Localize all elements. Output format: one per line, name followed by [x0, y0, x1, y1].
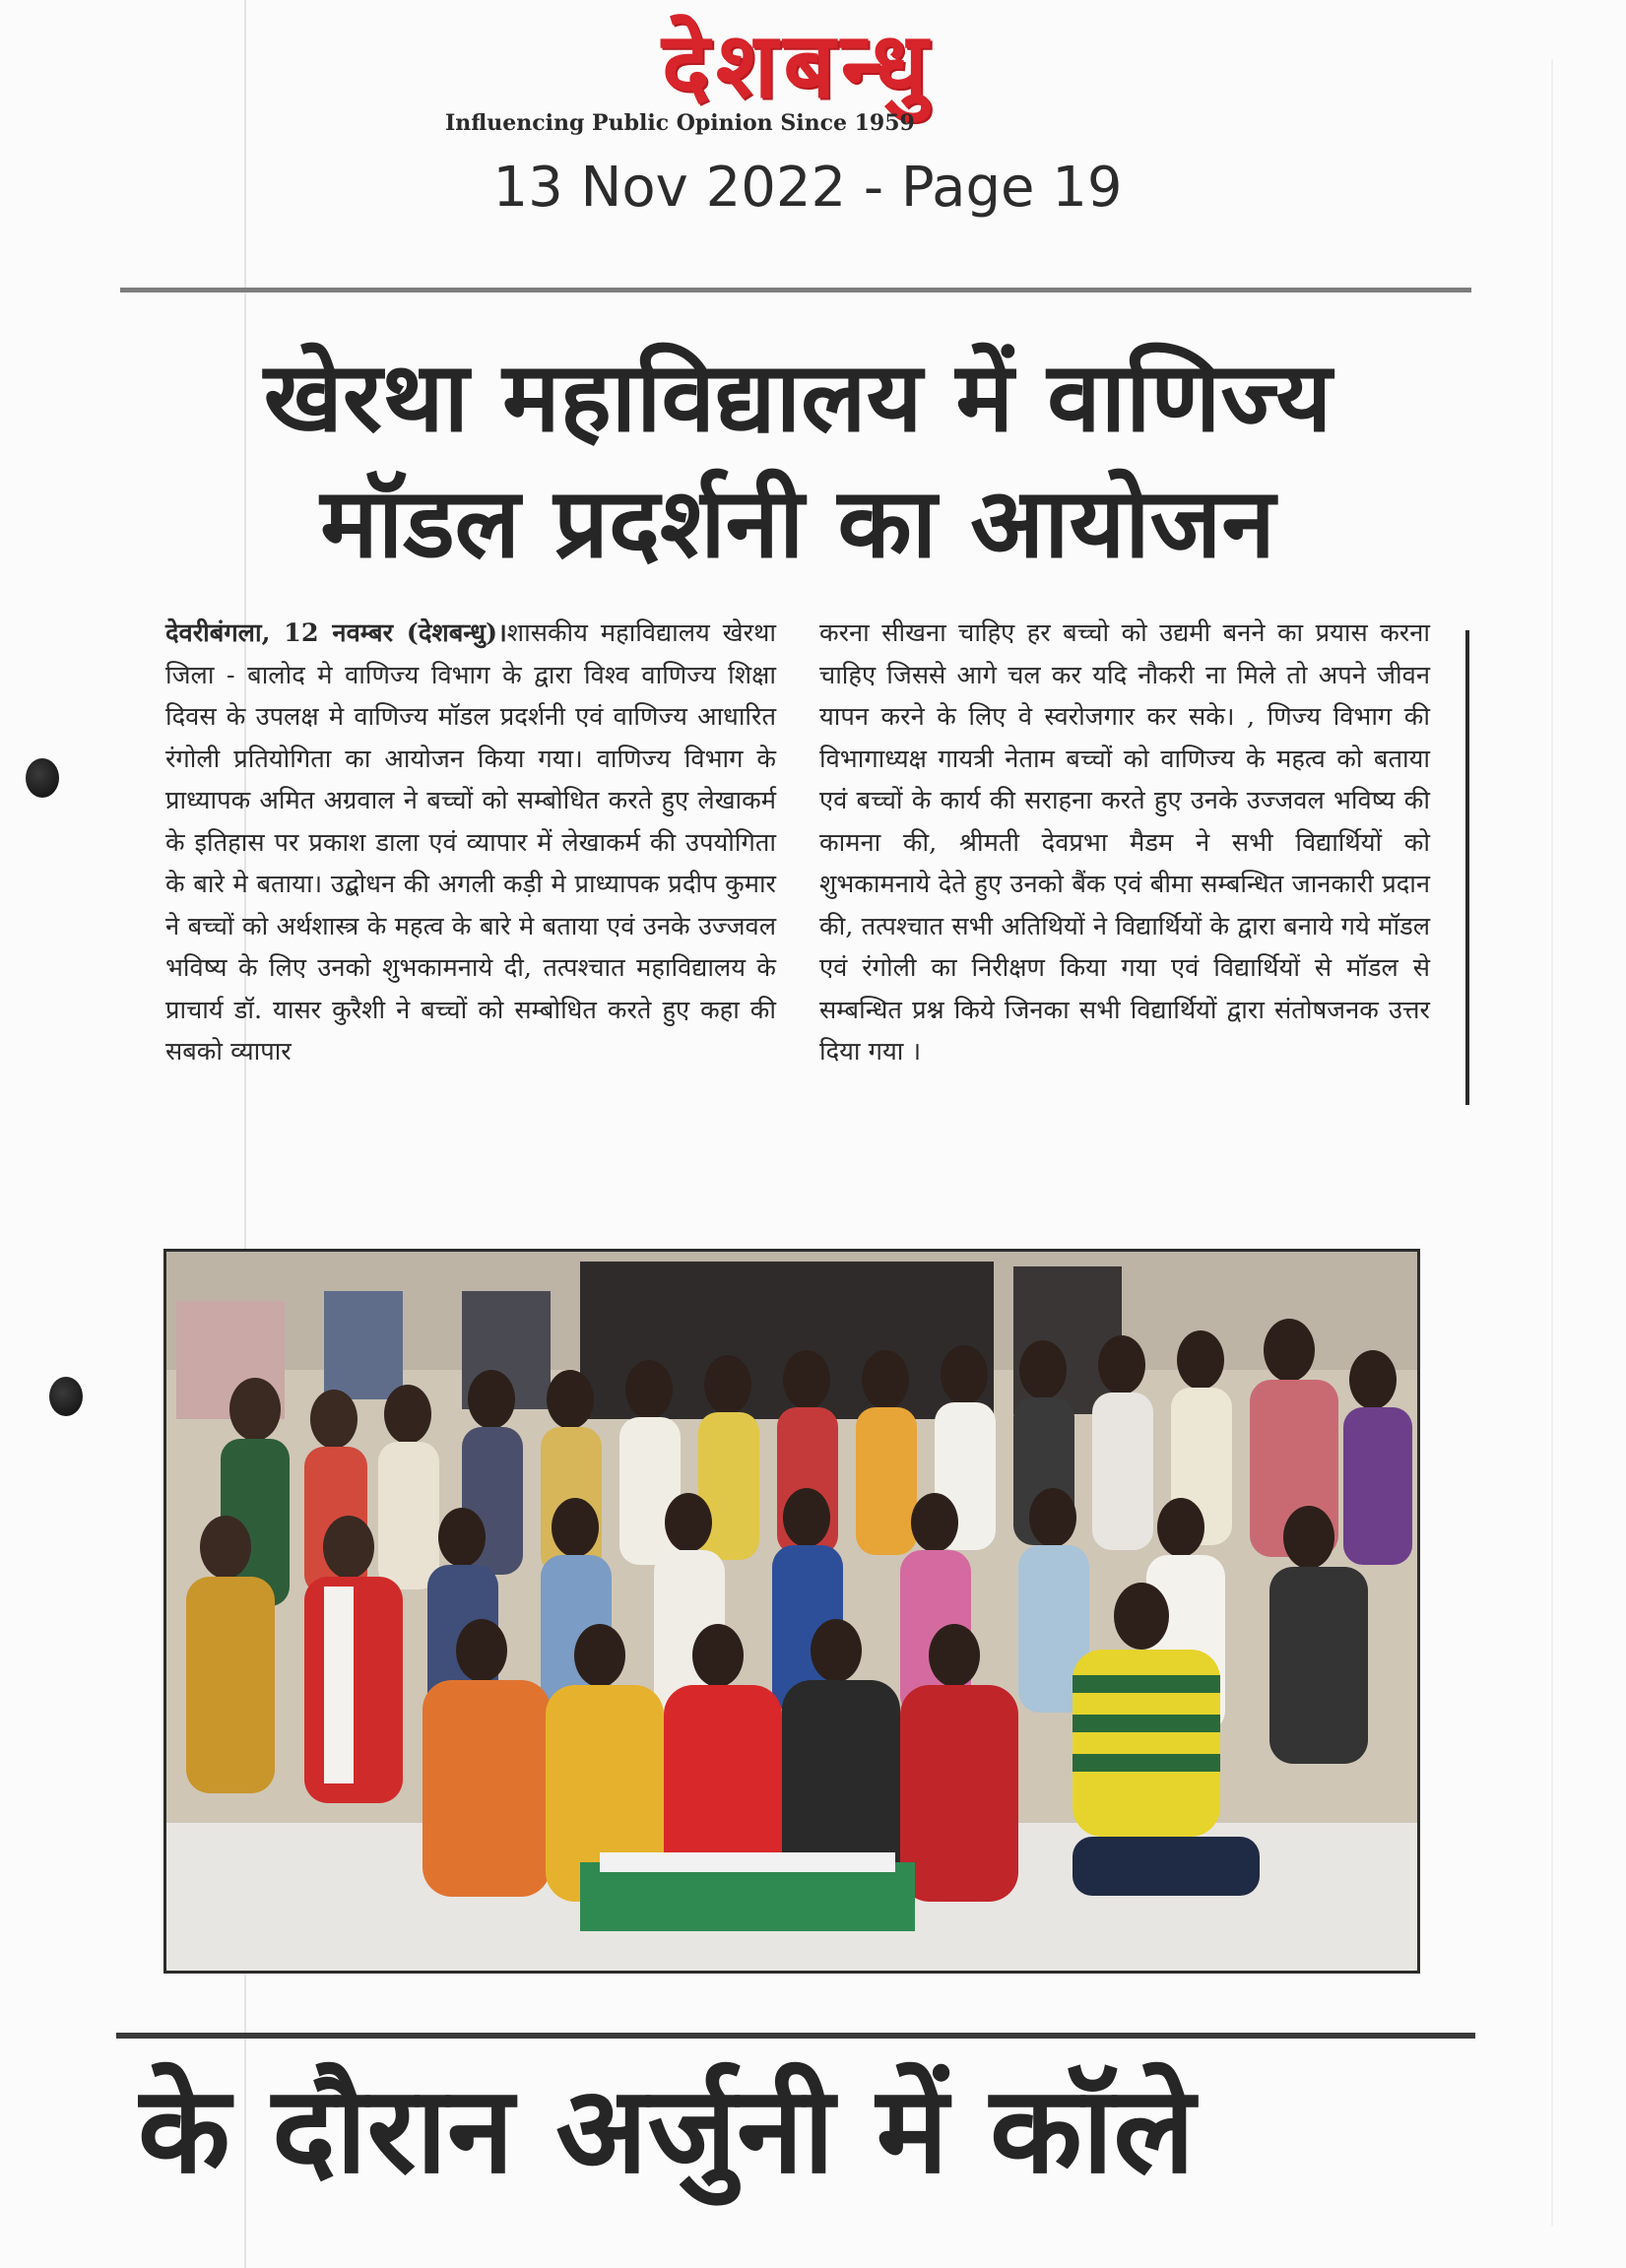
masthead-tagline: Influencing Public Opinion Since 1959 [445, 110, 915, 136]
masthead [433, 14, 1162, 116]
issue-date-page: 13 Nov 2022 - Page 19 [492, 156, 1123, 220]
article-headline [138, 335, 1458, 587]
punch-hole-bottom [49, 1377, 83, 1416]
headline-line-1: खेरथा महाविद्यालय में वाणिज्य [263, 342, 1333, 454]
article-column-right [819, 613, 1430, 1073]
article-dateline: देवरीबंगला, 12 नवम्बर (देशबन्धु)। [165, 618, 507, 648]
column-rule [1465, 630, 1469, 1105]
masthead-logo: देशबन्धु [661, 12, 934, 118]
punch-hole-top [26, 758, 59, 798]
group-photo-image [166, 1252, 1417, 1971]
group-photo [163, 1249, 1420, 1974]
article-body-left: शासकीय महाविद्यालय खेरथा जिला - बालोद मे वाणिज्य विभाग के द्वारा विश्व वाणिज्य शिक्षा दिवस के उपलक्ष मे वाणिज्य मॉडल प्रदर्शनी एवं वाणिज्य आधारित रंगोली प्रतियोगिता का आयोजन किया गया। वाणिज्य विभाग के प्राध्यापक अमित अग्रवाल ने बच्चों को सम्बोधित करते हुए लेखाकर्म के इतिहास पर प्रकाश डाला एवं व्यापार में लेखाकर्म की उपयोगिता के बारे मे बताया। उद्बोधन की अगली कड़ी मे प्राध्यापक प्रदीप कुमार ने बच्चों को अर्थशास्त्र के महत्व के बारे मे बताया एवं उनके उज्जवल भविष्य के लिए उनको शुभकामनाये दी, तत्पश्चात महाविद्यालय के प्राचार्य डॉ. यासर कुरैशी ने बच्चों को सम्बोधित करते हुए कहा की सबको व्यापार [165, 618, 776, 1067]
top-rule [120, 288, 1471, 292]
article-column-left [165, 613, 776, 1073]
article-body-right: करना सीखना चाहिए हर बच्चो को उद्यमी बनने का प्रयास करना चाहिए जिससे आगे चल कर यदि नौकरी ना मिले तो अपने जीवन यापन करने के लिए वे स्वरोजगार कर सके। , णिज्य विभाग की विभागाध्यक्ष गायत्री नेताम बच्चों को वाणिज्य के महत्व को बताया एवं बच्चों के कार्य की सराहना करते हुए उनके उज्जवल भविष्य की कामना की, श्रीमती देवप्रभा मैडम ने सभी विद्यार्थियों को शुभकामनाये देते हुए उनको बैंक एवं बीमा सम्बन्धित जानकारी प्रदान की, तत्पश्चात सभी अतिथियों ने विद्यार्थियों के द्वारा बनाये गये मॉडल एवं रंगोली का निरीक्षण किया गया एवं विद्यार्थियों से मॉडल से सम्बन्धित प्रश्न किये जिनका सभी विद्यार्थियों द्वारा संतोषजनक उत्तर दिया गया । [819, 618, 1430, 1067]
next-article-headline: के दौरान अर्जुनी में कॉले [138, 2060, 1196, 2200]
headline-line-2: मॉडल प्रदर्शनी का आयोजन [320, 468, 1275, 580]
scan-edge-right [1551, 59, 1553, 2226]
